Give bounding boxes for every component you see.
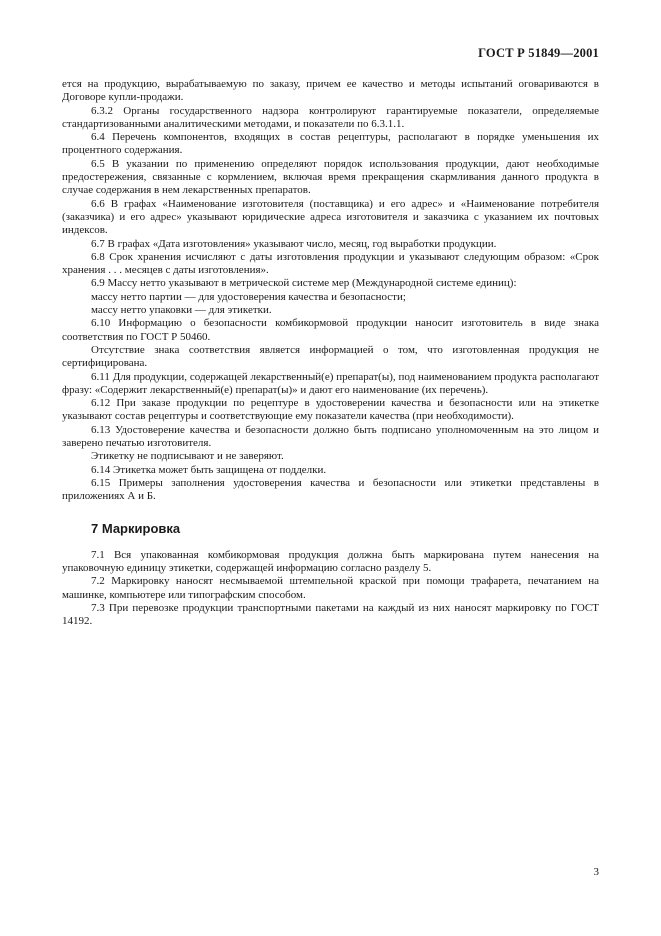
paragraph-7-3: 7.3 При перевозке продукции транспортными пакетами на каждый из них наносят маркировку по ГОСТ 14192. bbox=[62, 601, 599, 628]
paragraph-6-5: 6.5 В указании по применению определяют порядок использования продукции, дают необходимые предостережения, связанные с кормлением, включая время прекращения скармливания данного продукта в случае содержания в нем лекарственных препаратов. bbox=[62, 157, 599, 197]
paragraph-6-8: 6.8 Срок хранения исчисляют с даты изготовления продукции и указывают следующим образом: «Срок хранения . . . месяцев с даты изготовления». bbox=[62, 250, 599, 277]
paragraph-6-15: 6.15 Примеры заполнения удостоверения качества и безопасности или этикетки представлены в приложениях А и Б. bbox=[62, 476, 599, 503]
page-number: 3 bbox=[593, 866, 599, 878]
paragraph-6-12: 6.12 При заказе продукции по рецептуре в удостоверении качества и безопасности или на этикетке указывают состав рецептуры и соответствующие ему показатели качества (при необходимости). bbox=[62, 397, 599, 423]
paragraph-6-9-item-1: массу нетто партии — для удостоверения качества и безопасности; bbox=[91, 290, 406, 303]
paragraph-6-6: 6.6 В графах «Наименование изготовителя (поставщика) и его адрес» и «Наименование потребителя (заказчика) и его адрес» указывают юридические адреса изготовителя и заказчика с указанием их почтовых индексов. bbox=[62, 197, 599, 237]
paragraph-6-11: 6.11 Для продукции, содержащей лекарственный(е) препарат(ы), под наименованием продукта располагают фразу: «Содержит лекарственный(е) препарат(ы)» и дают его наименование (их перечень). bbox=[62, 370, 599, 396]
paragraph-6-4: 6.4 Перечень компонентов, входящих в состав рецептуры, располагают в порядке уменьшения их процентного содержания. bbox=[62, 131, 599, 157]
paragraph-6-14: 6.14 Этикетка может быть защищена от подделки. bbox=[91, 463, 327, 476]
paragraph-6-9-item-2: массу нетто упаковки — для этикетки. bbox=[91, 304, 272, 317]
paragraph-continuation: ется на продукцию, вырабатываемую по заказу, причем ее качество и методы испытаний оговариваются в Договоре купли-продажи. bbox=[62, 78, 599, 104]
document-header: ГОСТ Р 51849—2001 bbox=[478, 46, 599, 60]
document-body bbox=[62, 78, 599, 629]
paragraph-7-2: 7.2 Маркировку наносят несмываемой штемпельной краской при помощи трафарета, печатанием на машинке, компьютере или типографским способом. bbox=[62, 575, 599, 601]
paragraph-6-13-note: Этикетку не подписывают и не заверяют. bbox=[91, 450, 284, 463]
paragraph-6-7: 6.7 В графах «Дата изготовления» указывают число, месяц, год выработки продукции. bbox=[91, 237, 497, 250]
paragraph-6-10: 6.10 Информацию о безопасности комбикормовой продукции наносит изготовитель в виде знака соответствия по ГОСТ Р 50460. bbox=[62, 317, 599, 343]
section-title-marking: 7 Маркировка bbox=[91, 520, 181, 536]
paragraph-6-10-note: Отсутствие знака соответствия является информацией о том, что изготовленная продукция не сертифицирована. bbox=[62, 343, 599, 370]
paragraph-6-9: 6.9 Массу нетто указывают в метрической системе мер (Международной системе единиц): bbox=[91, 277, 517, 290]
paragraph-6-13: 6.13 Удостоверение качества и безопасности должно быть подписано уполномоченным на это лицом и заверено печатью изготовителя. bbox=[62, 423, 599, 450]
paragraph-6-3-2: 6.3.2 Органы государственного надзора контролируют гарантируемые показатели, определяемые стандартизованными аналитическими методами, и показатели по 6.3.1.1. bbox=[62, 104, 599, 130]
paragraph-7-1: 7.1 Вся упакованная комбикормовая продукция должна быть маркирована путем нанесения на упаковочную единицу этикетки, содержащей информацию согласно разделу 5. bbox=[62, 548, 599, 575]
